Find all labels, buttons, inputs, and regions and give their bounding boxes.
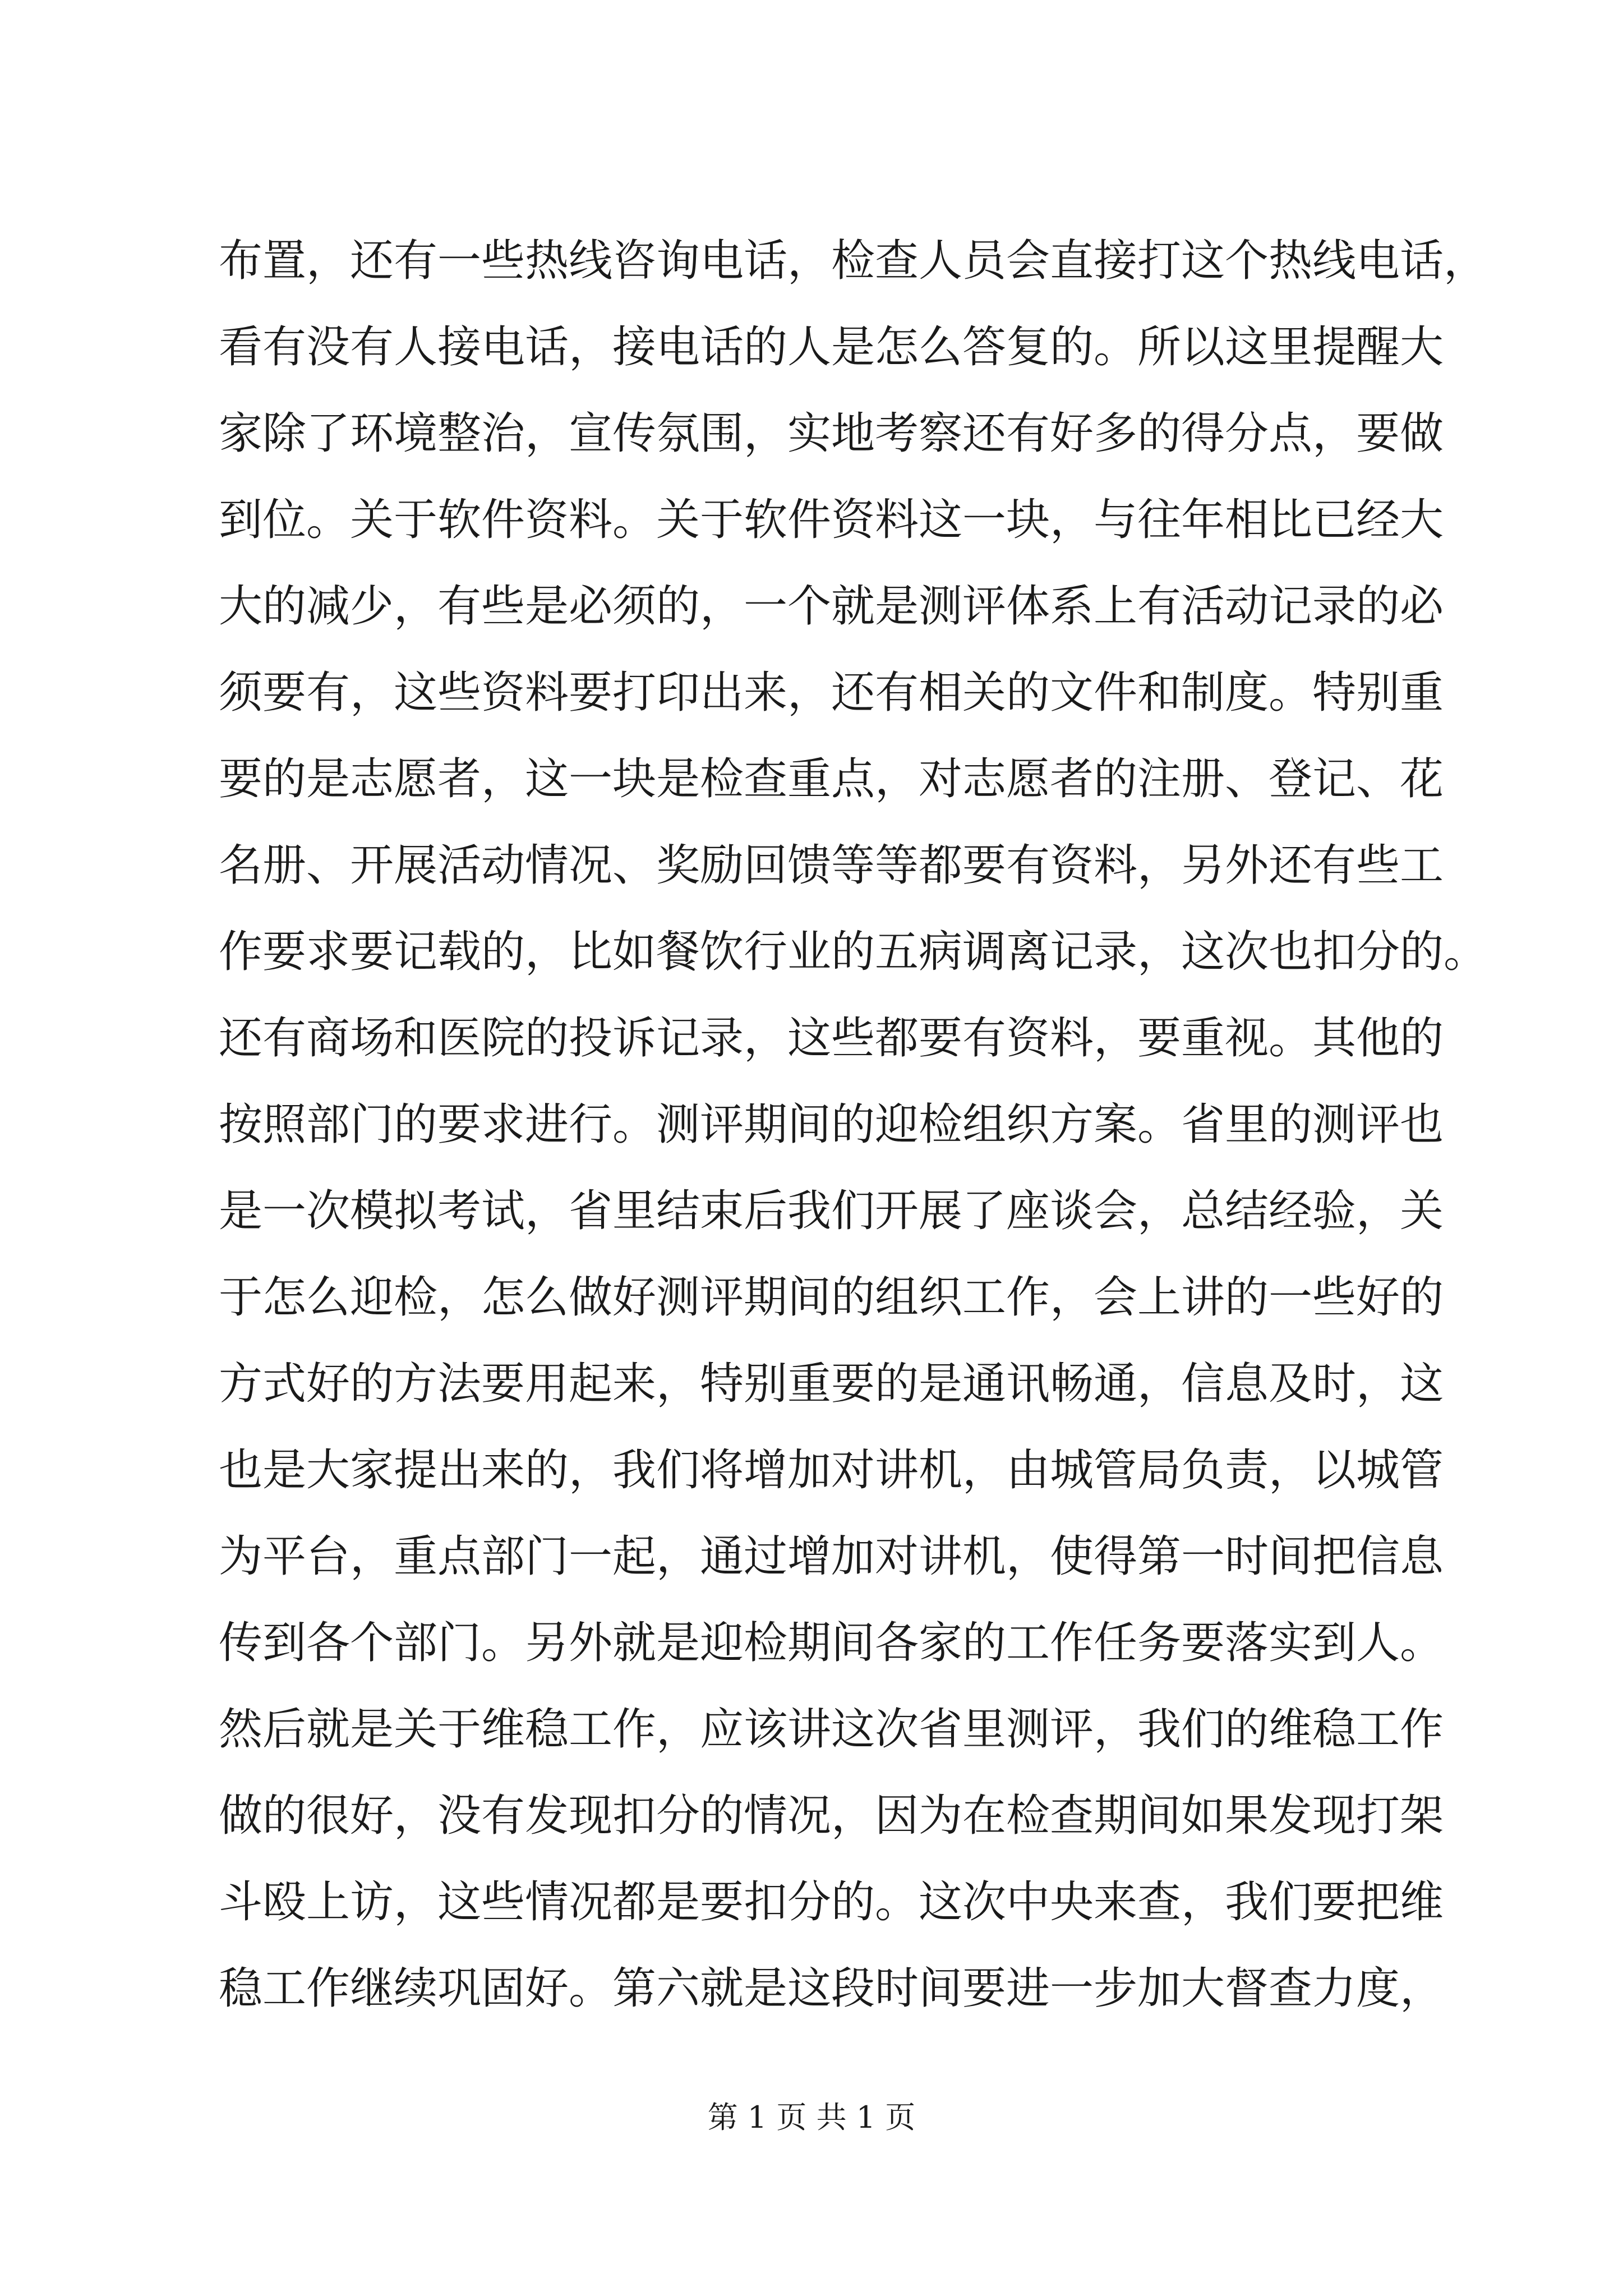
text-line: 斗殴上访，这些情况都是要扣分的。这次中央来查，我们要把维 <box>219 1877 1444 1927</box>
text-line: 是一次模拟考试，省里结束后我们开展了座谈会，总结经验，关 <box>219 1186 1444 1236</box>
text-line: 做的很好，没有发现扣分的情况，因为在检查期间如果发现打架 <box>219 1791 1444 1841</box>
body-paragraph <box>219 218 1488 2032</box>
text-line: 稳工作继续巩固好。第六就是这段时间要进一步加大督查力度， <box>219 1963 1444 2014</box>
text-line: 家除了环境整治，宣传氛围，实地考察还有好多的得分点，要做 <box>219 408 1444 459</box>
text-line: 为平台，重点部门一起，通过增加对讲机，使得第一时间把信息 <box>219 1531 1444 1582</box>
text-line: 到位。关于软件资料。关于软件资料这一块，与往年相比已经大 <box>219 495 1444 545</box>
text-line: 然后就是关于维稳工作，应该讲这次省里测评，我们的维稳工作 <box>219 1704 1444 1755</box>
text-line: 名册、开展活动情况、奖励回馈等等都要有资料，另外还有些工 <box>219 840 1444 891</box>
text-line: 须要有，这些资料要打印出来，还有相关的文件和制度。特别重 <box>219 668 1444 718</box>
text-line: 于怎么迎检，怎么做好测评期间的组织工作，会上讲的一些好的 <box>219 1272 1444 1323</box>
text-line: 作要求要记载的，比如餐饮行业的五病调离记录，这次也扣分的。 <box>219 927 1488 977</box>
text-line: 布置，还有一些热线咨询电话，检查人员会直接打这个热线电话， <box>219 236 1488 286</box>
text-line: 看有没有人接电话，接电话的人是怎么答复的。所以这里提醒大 <box>219 322 1444 372</box>
text-line: 也是大家提出来的，我们将增加对讲机，由城管局负责，以城管 <box>219 1445 1444 1496</box>
text-line: 传到各个部门。另外就是迎检期间各家的工作任务要落实到人。 <box>219 1618 1444 1668</box>
text-line: 要的是志愿者，这一块是检查重点，对志愿者的注册、登记、花 <box>219 754 1444 804</box>
text-line: 大的减少，有些是必须的，一个就是测评体系上有活动记录的必 <box>219 581 1444 632</box>
text-line: 还有商场和医院的投诉记录，这些都要有资料，要重视。其他的 <box>219 1013 1444 1064</box>
page-number-footer: 第 1 页 共 1 页 <box>707 2100 916 2135</box>
text-line: 方式好的方法要用起来，特别重要的是通讯畅通，信息及时，这 <box>219 1359 1444 1409</box>
text-line: 按照部门的要求进行。测评期间的迎检组织方案。省里的测评也 <box>219 1099 1444 1150</box>
